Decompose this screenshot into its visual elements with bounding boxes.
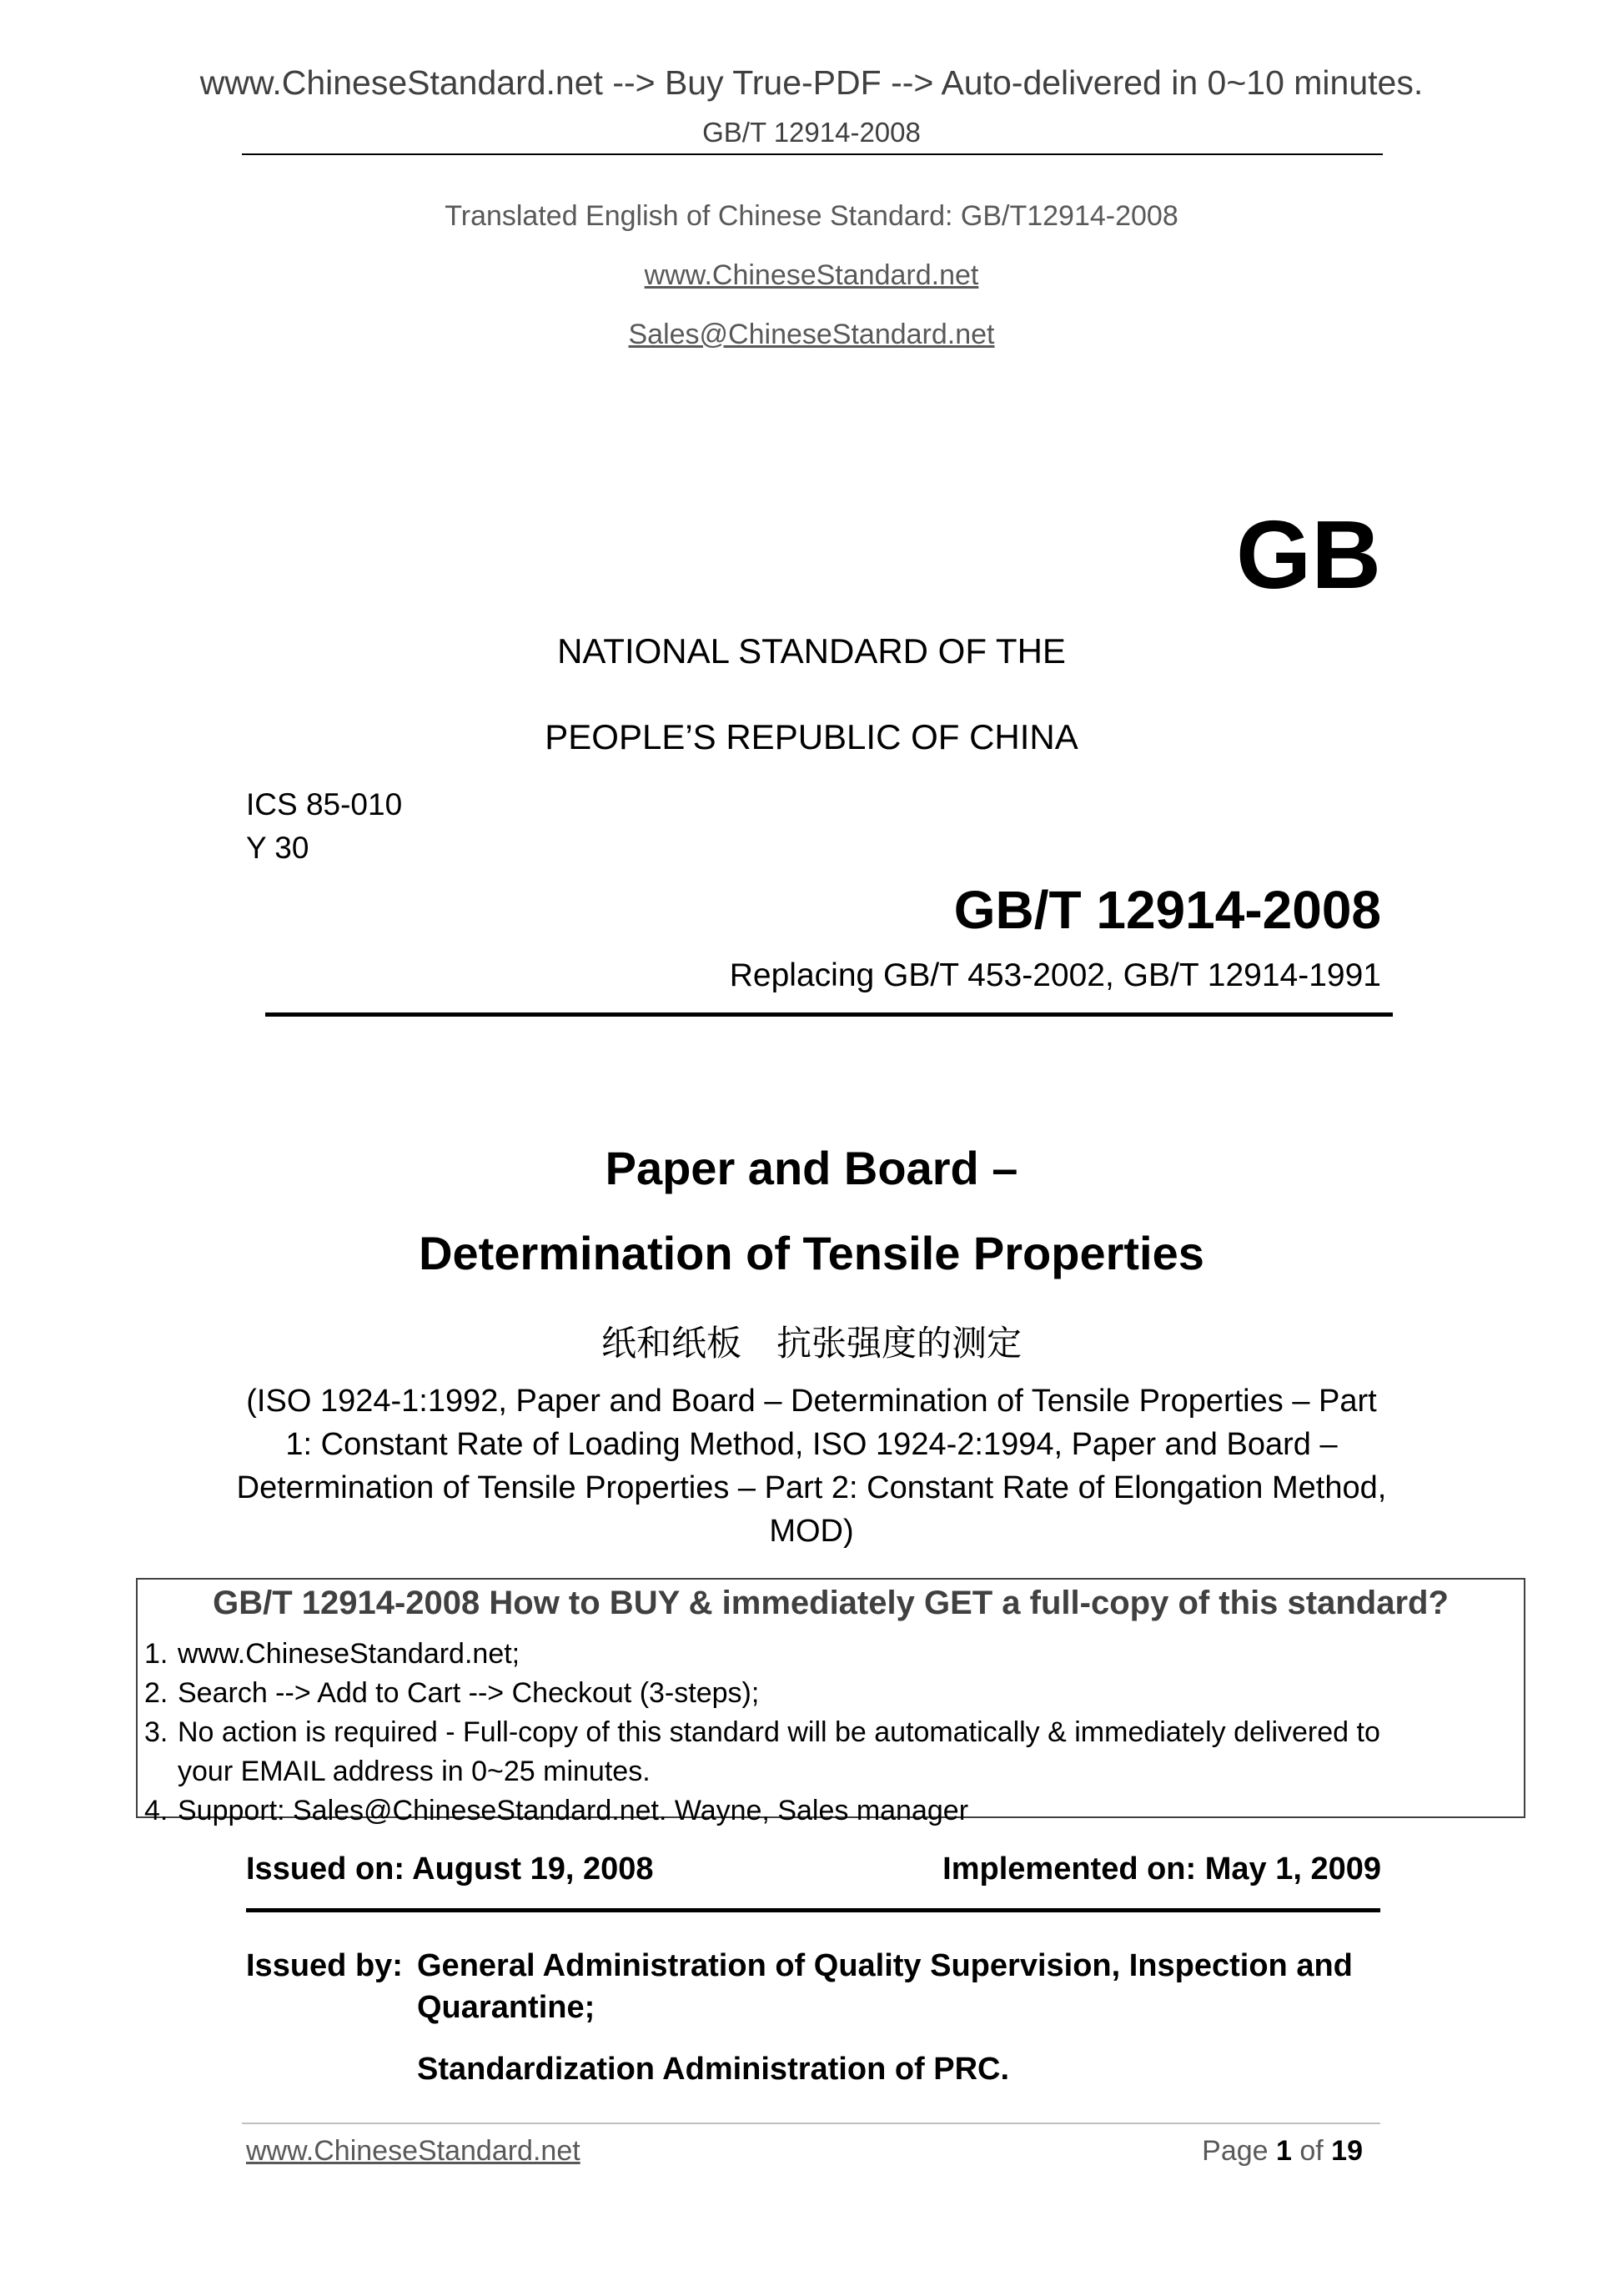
- dates-divider: [246, 1908, 1380, 1912]
- footer-site-wrap: [246, 2135, 580, 2168]
- page-total: 19: [1331, 2135, 1363, 2167]
- title-divider: [265, 1012, 1393, 1017]
- buy-step-text: www.ChineseStandard.net;: [178, 1638, 520, 1670]
- implemented-on-date: Implemented on: May 1, 2009: [942, 1851, 1381, 1887]
- buy-step-text: No action is required - Full-copy of this standard will be automatically & immediately delivered to: [178, 1716, 1380, 1748]
- footer-site-link[interactable]: www.ChineseStandard.net: [246, 2135, 580, 2167]
- buy-step-number: 4.: [144, 1795, 168, 1826]
- national-standard-line1: NATIONAL STANDARD OF THE: [557, 631, 1066, 671]
- page-mid: of: [1291, 2135, 1332, 2167]
- translation-email-wrap: [0, 319, 1623, 351]
- ics-code: ICS 85-010: [246, 787, 403, 821]
- translation-site-link[interactable]: www.ChineseStandard.net: [644, 259, 979, 291]
- header-divider: [242, 153, 1383, 155]
- header-promo-text: www.ChineseStandard.net --> Buy True-PDF --> Auto-delivered in 0~10 minutes.: [199, 63, 1424, 102]
- iso-reference-note: (ISO 1924-1:1992, Paper and Board – Determination of Tensile Properties – Part 1: Constant Rate of Loading Method, ISO 1924-2:1994, Paper and Board – Determination of Tensile Properties – Part 2: Constant Rate of Elongation Method, MOD): [236, 1384, 1387, 1549]
- page-number: [1202, 2135, 1363, 2168]
- buy-step-number: 2.: [144, 1677, 168, 1709]
- buy-step-2: [144, 1677, 759, 1710]
- buy-step-4: [144, 1795, 968, 1827]
- y-code: Y 30: [246, 831, 309, 865]
- doc-title-line2: Determination of Tensile Properties: [419, 1227, 1204, 1279]
- buy-step-3-continued: [144, 1756, 651, 1788]
- issuer-line1: General Administration of Quality Supervision, Inspection and: [417, 1948, 1353, 1983]
- issuer-line3: Standardization Administration of PRC.: [417, 2052, 1010, 2087]
- footer-divider: [242, 2123, 1380, 2124]
- issued-on-date: Issued on: August 19, 2008: [246, 1851, 654, 1887]
- header-standard-code: GB/T 12914-2008: [702, 117, 921, 148]
- national-standard-line2: PEOPLE’S REPUBLIC OF CHINA: [545, 717, 1078, 756]
- page-prefix: Page: [1202, 2135, 1276, 2167]
- standard-number: GB/T 12914-2008: [953, 880, 1381, 940]
- issuer-line2: Quarantine;: [417, 1990, 595, 2025]
- replacing-text: Replacing GB/T 453-2002, GB/T 12914-1991: [729, 957, 1381, 993]
- buy-step-text: your EMAIL address in 0~25 minutes.: [178, 1756, 651, 1787]
- buy-step-3: [144, 1716, 1380, 1749]
- buy-box-title: GB/T 12914-2008 How to BUY & immediately GET a full-copy of this standard?: [213, 1585, 1449, 1621]
- translation-site-wrap: [0, 259, 1623, 292]
- doc-title-line1: Paper and Board –: [605, 1142, 1018, 1194]
- buy-step-text: Search --> Add to Cart --> Checkout (3-steps);: [178, 1677, 760, 1709]
- translation-title: Translated English of Chinese Standard: GB/T12914-2008: [445, 200, 1178, 232]
- buy-step-1[interactable]: [144, 1638, 520, 1671]
- buy-step-number: 3.: [144, 1716, 168, 1748]
- gb-logo: GB: [1236, 500, 1381, 609]
- doc-title-chinese: 纸和纸板 抗张强度的测定: [600, 1323, 1022, 1364]
- buy-info-box: [136, 1578, 1525, 1826]
- buy-step-text: Support: Sales@ChineseStandard.net. Wayne, Sales manager: [178, 1795, 969, 1826]
- translation-email-link[interactable]: Sales@ChineseStandard.net: [628, 319, 995, 350]
- page-current: 1: [1276, 2135, 1292, 2167]
- buy-step-number: 1.: [144, 1638, 168, 1670]
- issued-by-label: Issued by:: [246, 1948, 403, 1983]
